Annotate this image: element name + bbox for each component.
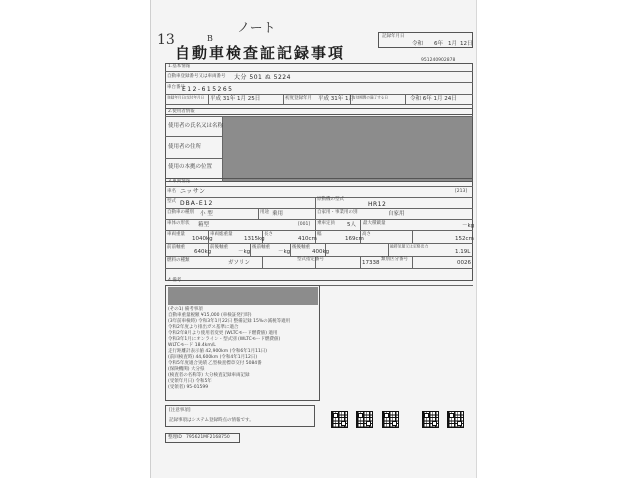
document-number: 951240902878 <box>421 58 456 63</box>
first-reg-value: 平成 31年 1月 25日 <box>210 96 261 102</box>
engine-label: 原動機の型式 <box>317 197 344 202</box>
section-vehicle-heading: 3.車両情報 <box>168 179 191 184</box>
caution-label: [注意事項] <box>169 408 191 413</box>
length-value: 410cm <box>298 236 317 242</box>
qr-code-5 <box>447 411 464 428</box>
serial-id-box <box>165 433 240 443</box>
model-value: DBA-E12 <box>180 200 214 207</box>
use-label: 用途 <box>260 210 269 215</box>
caution-text: 記録事項はシステム登録時点の情報です。 <box>169 418 254 423</box>
front-axle-label: 前前軸重 <box>167 245 185 250</box>
length-label: 長さ <box>264 232 273 237</box>
fuel-label: 燃料の種類 <box>167 258 190 263</box>
height-label: 高さ <box>362 232 371 237</box>
class-label: 自動車の種別 <box>167 210 194 215</box>
width-label: 幅 <box>317 232 322 237</box>
section-user-heading: 2.使用者情報 <box>168 109 195 114</box>
purpose-value: 自家用 <box>388 211 405 217</box>
rear-axle-label: 後後軸重 <box>292 245 310 250</box>
serial-id-value: 795621MF2168750 <box>186 435 230 440</box>
redacted-notes-header <box>168 287 318 305</box>
qr-code-1 <box>331 411 348 428</box>
note-line: (3年前車検時) 令和3年1月22日 整備記録 15%の減税等適用 <box>168 319 291 324</box>
expiry-value: 令和 6年 1月 24日 <box>410 96 457 102</box>
purpose-label: 自家用・事業用の別 <box>317 210 358 215</box>
reg-number-value: 大分 501 ぬ 5224 <box>234 74 291 81</box>
first-year-value: 平成 31年 1月 <box>318 96 354 102</box>
section-basic-heading: 1.基本情報 <box>168 64 191 69</box>
note-line: 令和2年8月より使用者変更 (WLTCモード燃費値) 適用 <box>168 331 278 336</box>
maker-value: ニッサン <box>180 188 206 195</box>
user-address-label: 使用者の住所 <box>168 144 202 150</box>
record-date-year: 6年 <box>434 41 443 47</box>
gross-weight-value: 1315kg <box>244 236 265 242</box>
note-line: (受領者) 95-01599 <box>168 385 209 390</box>
front-rear-axle-value: －kg <box>238 249 251 255</box>
class-value: 小 型 <box>200 211 213 217</box>
spec-number-label: 型式指定番号 <box>297 257 324 262</box>
note-line: 令和2年度より排出ガス基準に適合 <box>168 325 239 330</box>
user-base-label: 使用の本拠の位置 <box>168 164 213 170</box>
handwritten-note: ノート <box>237 21 276 36</box>
qr-code-4 <box>422 411 439 428</box>
reg-number-label: 自動車登録番号又は車両番号 <box>167 74 226 79</box>
note-line: (前回検査時) 44,600km (令和4年1月12日) <box>168 355 258 360</box>
qr-code-3 <box>382 411 399 428</box>
category-label: 類別区分番号 <box>381 257 408 262</box>
chassis-label: 車台番号 <box>167 85 185 90</box>
note-line: (その1) 備考事項 <box>168 307 203 312</box>
record-date-day: 12日 <box>460 41 473 47</box>
section-notes-heading: 4.備考 <box>168 278 182 283</box>
spec-number-value: 17338 <box>362 260 380 266</box>
record-date-label: 記録年月日 <box>382 34 405 39</box>
displacement-label: 総排気量又は定格出力 <box>390 245 429 250</box>
max-load-value: －kg <box>462 223 475 229</box>
maker-code: [213] <box>455 189 468 194</box>
chassis-value: E12-615265 <box>182 86 234 93</box>
expiry-label: 有効期間の満了する日 <box>352 96 388 101</box>
body-value: 箱型 <box>198 222 210 228</box>
note-line: 令和3年1月にオンライン・型式別 (WLTCモード燃費値) <box>168 337 281 342</box>
body-label: 車体の形状 <box>167 221 190 226</box>
qr-code-2 <box>356 411 373 428</box>
width-value: 169cm <box>345 236 364 242</box>
document-title: 自動車検査証記録事項 <box>175 44 346 62</box>
fuel-value: ガソリン <box>228 260 251 266</box>
redacted-user-info <box>223 117 472 181</box>
maker-label: 車名 <box>167 189 176 194</box>
first-reg-label: 登録年月日/交付年月日 <box>167 96 205 101</box>
front-axle-value: 640kg <box>194 249 212 255</box>
handwritten-letter: B <box>207 34 213 43</box>
first-year-label: 初度登録年月 <box>285 96 312 101</box>
note-line: 走行距離計表示値 42,900km (令和6年1月11日) <box>168 349 268 354</box>
rear-front-axle-label: 後前軸重 <box>252 245 270 250</box>
record-date-era: 令和 <box>412 41 424 47</box>
category-value: 0026 <box>457 260 471 266</box>
weight-value: 1040kg <box>192 236 213 242</box>
height-value: 152cm <box>455 236 474 242</box>
weight-label: 車両重量 <box>167 232 185 237</box>
body-code: [001] <box>298 222 311 227</box>
use-value: 乗用 <box>272 211 284 217</box>
rear-axle-value: 400kg <box>312 249 330 255</box>
model-label: 型式 <box>167 199 176 204</box>
note-line: WLTCモード 18.4km/L <box>168 343 216 348</box>
caution-box <box>165 405 315 427</box>
capacity-value: 5人 <box>347 222 356 228</box>
engine-value: HR12 <box>368 201 387 208</box>
front-rear-axle-label: 前後軸重 <box>210 245 228 250</box>
rear-front-axle-value: －kg <box>278 249 291 255</box>
note-line: 令和5年度適合実績 乙型検査標章交付 5084番 <box>168 361 262 366</box>
user-name-label: 使用者の氏名又は名称 <box>168 123 224 129</box>
gross-weight-label: 車両総重量 <box>210 232 233 237</box>
note-line: 自動車重量税額 ¥15,000 (車検証発行時) <box>168 313 252 318</box>
handwritten-number: 13 <box>157 32 175 48</box>
serial-id-label: 整理ID <box>168 435 182 440</box>
note-line: (保険機関) 大分県 <box>168 367 205 372</box>
max-load-label: 最大積載量 <box>363 221 386 226</box>
record-date-box <box>378 32 473 48</box>
note-line: (検査者の名称等) 大分検査記録車両記録 <box>168 373 250 378</box>
capacity-label: 乗車定員 <box>317 221 335 226</box>
displacement-value: 1.19L <box>455 249 471 255</box>
record-date-month: 1月 <box>448 41 457 47</box>
note-line: (受領年月日) 令和5年 <box>168 379 212 384</box>
